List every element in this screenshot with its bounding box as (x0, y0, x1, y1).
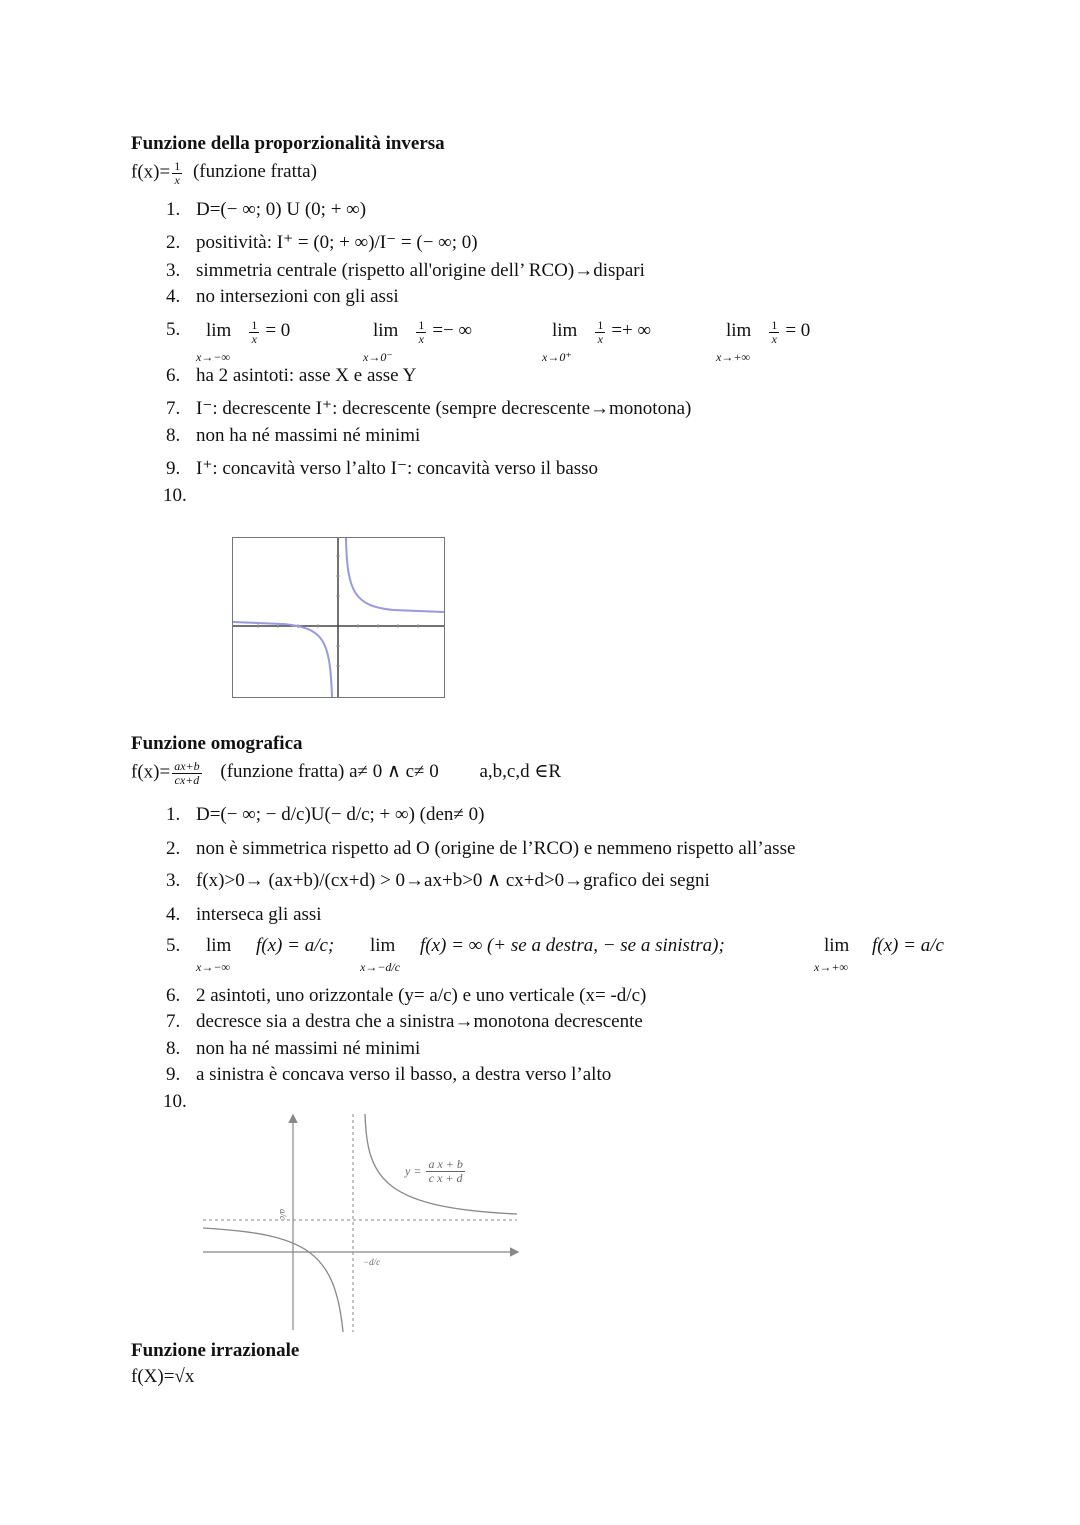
equation-label (405, 1158, 467, 1184)
section1-item-number: 4. (166, 286, 181, 307)
formula-note: (funzione fratta) a≠ 0 ∧ c≠ 0 (220, 761, 439, 783)
section1-item-text: positività: I⁺ = (0; + ∞)/I⁻ = (− ∞; 0) (196, 232, 478, 253)
section1-item-number: 3. (166, 260, 181, 281)
lim-result-1: f(x) = a/c; (256, 935, 335, 956)
hyperbola-svg (233, 538, 444, 697)
frac-numerator: 1 (418, 318, 425, 332)
section2-item-text: a sinistra è concava verso il basso, a destra verso l’alto (196, 1064, 612, 1085)
lim-subscript: x→−∞ (196, 350, 230, 365)
lim-word: lim (726, 320, 752, 342)
formula-lhs: f(x)= (131, 161, 171, 183)
branch-left (203, 1228, 343, 1332)
section2-item-number: 8. (166, 1038, 181, 1059)
frac-numerator: 1 (174, 159, 181, 173)
limit-3 (716, 319, 810, 363)
section2-item-text: f(x)>0→ (ax+b)/(cx+d) > 0→ax+b>0 ∧ cx+d>0→grafico dei segni (196, 870, 710, 891)
minus-d-over-c-label: −d/c (363, 1257, 381, 1267)
section2-item-number: 3. (166, 870, 181, 891)
section2-item-text: interseca gli assi (196, 904, 322, 925)
section3-formula: f(X)=√x (131, 1366, 195, 1387)
section2-item-number: 5. (166, 935, 181, 956)
section1-item-number: 9. (166, 458, 181, 479)
formula-fraction (172, 760, 201, 786)
section2-item-number: 2. (166, 838, 181, 859)
lim-fraction (249, 319, 259, 345)
equation-fraction (426, 1158, 464, 1184)
lim-fraction (416, 319, 426, 345)
equation-num: a x + b (428, 1157, 463, 1171)
section1-item-text: simmetria centrale (rispetto all'origine dell’ RCO)→dispari (196, 260, 645, 281)
section2-item-number: 10. (163, 1091, 187, 1112)
lim-result: = 0 (785, 320, 811, 342)
section2-item-number: 1. (166, 804, 181, 825)
limit-1 (363, 319, 472, 363)
section2-item-text: D=(− ∞; − d/c)U(− d/c; + ∞) (den≠ 0) (196, 804, 485, 825)
branch-positive (346, 538, 444, 612)
frac-denominator: x (418, 331, 424, 346)
section2-formula (131, 760, 561, 786)
frac-numerator: 1 (597, 318, 604, 332)
lim-word: lim (824, 935, 850, 956)
section1-item-number: 2. (166, 232, 181, 253)
frac-denominator: cx+d (174, 772, 200, 787)
lim-result: =− ∞ (432, 320, 473, 342)
section1-formula (131, 160, 317, 186)
section1-item-text: I⁺: concavità verso l’alto I⁻: concavità verso il basso (196, 458, 599, 479)
frac-numerator: 1 (251, 318, 258, 332)
lim-word: lim (206, 935, 232, 956)
equation-lhs: y = (405, 1164, 422, 1179)
lim-fraction (595, 319, 605, 345)
lim-word: lim (552, 320, 578, 342)
lim-subscript: x→0⁺ (542, 350, 572, 365)
homographic-svg (195, 1110, 525, 1332)
section1-item-text: non ha né massimi né minimi (196, 425, 421, 446)
frac-denominator: x (597, 331, 603, 346)
section2-item-text: non è simmetrica rispetto ad O (origine de l’RCO) e nemmeno rispetto all’asse (196, 838, 796, 859)
section1-item-text: ha 2 asintoti: asse X e asse Y (196, 365, 417, 386)
a-over-c-label: a/c (278, 1209, 288, 1220)
section2-item-text: non ha né massimi né minimi (196, 1038, 421, 1059)
section1-item-number: 8. (166, 425, 181, 446)
section1-item-number: 6. (166, 365, 181, 386)
lim-result-3: f(x) = a/c (872, 935, 944, 956)
section1-item-number: 1. (166, 199, 181, 220)
section1-title: Funzione della proporzionalità inversa (131, 133, 445, 154)
lim-result: =+ ∞ (611, 320, 652, 342)
frac-denominator: x (174, 172, 180, 187)
lim-plus-inf (814, 936, 849, 973)
section1-item-text: no intersezioni con gli assi (196, 286, 399, 307)
section1-item-text: I⁻: decrescente I⁺: decrescente (sempre decrescente→monotona) (196, 398, 692, 419)
lim-minus-d-over-c (360, 936, 400, 973)
section1-item-number: 10. (163, 485, 187, 506)
lim-subscript: x→0⁻ (363, 350, 393, 365)
frac-numerator: 1 (771, 318, 778, 332)
section2-item-number: 6. (166, 985, 181, 1006)
lim-result: = 0 (265, 320, 291, 342)
frac-numerator: ax+b (174, 759, 200, 773)
lim-subscript: x→−∞ (196, 960, 230, 974)
section1-item-text: D=(− ∞; 0) U (0; + ∞) (196, 199, 367, 220)
lim-word: lim (373, 320, 399, 342)
frac-denominator: x (251, 331, 257, 346)
section2-item-number: 9. (166, 1064, 181, 1085)
section3-title: Funzione irrazionale (131, 1340, 300, 1361)
limit-0 (196, 319, 290, 363)
equation-den: c x + d (428, 1170, 463, 1185)
section1-item-number: 5. (166, 319, 181, 340)
formula-lhs: f(x)= (131, 761, 171, 783)
formula-note: (funzione fratta) (192, 161, 317, 183)
section2-item-text: 2 asintoti, uno orizzontale (y= a/c) e uno verticale (x= -d/c) (196, 985, 647, 1006)
lim-minus-inf (196, 936, 231, 973)
section1-item-number: 7. (166, 398, 181, 419)
lim-word: lim (206, 320, 232, 342)
hyperbola-graph (232, 537, 445, 698)
section2-item-text: decresce sia a destra che a sinistra→monotona decrescente (196, 1011, 643, 1032)
section2-title: Funzione omografica (131, 733, 303, 754)
lim-subscript: x→−d/c (360, 960, 401, 974)
set-note: a,b,c,d ∈R (479, 761, 562, 783)
lim-subscript: x→+∞ (716, 350, 750, 365)
lim-result-2: f(x) = ∞ (+ se a destra, − se a sinistra); (420, 935, 725, 956)
formula-fraction (172, 160, 182, 186)
limit-2 (542, 319, 651, 363)
frac-denominator: x (771, 331, 777, 346)
homographic-graph (195, 1110, 525, 1332)
lim-word: lim (370, 935, 396, 956)
lim-fraction (769, 319, 779, 345)
section2-item-number: 7. (166, 1011, 181, 1032)
lim-subscript: x→+∞ (814, 960, 848, 974)
section2-item-number: 4. (166, 904, 181, 925)
branch-negative (233, 622, 332, 697)
